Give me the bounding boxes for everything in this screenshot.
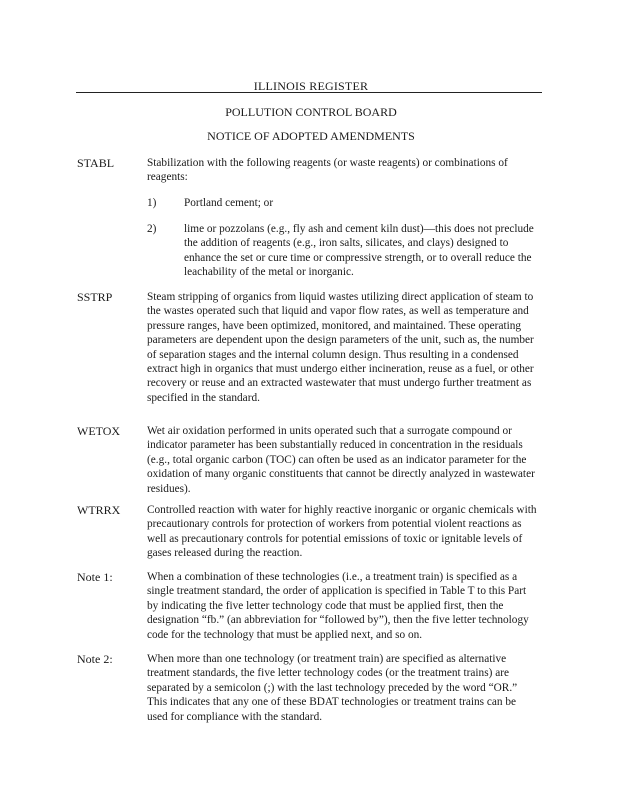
entry-text: When a combination of these technologies (i.e., a treatment train) is specified as a single treatment standard, the order of application is specified in Table T to this Part by indicating the five letter technology code that must be applied first, then the designation “fb.” (an abbreviation for “followed by”), then the five letter technology code for the technology that must be applied next, and so on. [147, 571, 529, 641]
entry-term: WTRRX [77, 503, 121, 517]
entry-term: Note 1: [77, 570, 113, 584]
notice-title: NOTICE OF ADOPTED AMENDMENTS [207, 129, 415, 143]
entry-term: Note 2: [77, 652, 113, 666]
list-item-number: 2) [147, 223, 157, 235]
register-title: ILLINOIS REGISTER [253, 79, 369, 93]
entry-text: Controlled reaction with water for highly reactive inorganic or organic chemicals with precautionary controls for protection of workers from potential violent reactions as well as precautionary controls for potential emissions of toxic or ignitable levels of gases released during the reaction. [147, 504, 537, 560]
entry-text: Steam stripping of organics from liquid wastes utilizing direct application of steam to the wastes operated such that liquid and vapor flow rates, as well as temperature and pressure ranges, have been optimized, monitored, and maintained. These operating parameters are dependent upon the design parameters of the unit, such as, the number of separation stages and the internal column design. Thus resulting in a condensed extract high in organics that must undergo either incineration, reuse as a fuel, or other recovery or reuse and an extracted wastewater that must undergo further treatment as specified in the standard. [147, 291, 534, 404]
list-item-number: 1) [147, 197, 157, 209]
entry-text: Wet air oxidation performed in units operated such that a surrogate compound or indicator parameter has been substantially reduced in concentration in the residuals (e.g., total organic carbon (TOC) can often be used as an indicator parameter for the oxidation of many organic constituents that cannot be directly analyzed in wastewater residues). [147, 425, 535, 495]
entry-term: WETOX [77, 424, 121, 438]
entry-term: STABL [77, 156, 115, 170]
list-item-text: Portland cement; or [184, 197, 274, 209]
header-rule [76, 92, 542, 93]
list-item-text: lime or pozzolans (e.g., fly ash and cement kiln dust)—this does not preclude the addition of reagents (e.g., iron salts, silicates, and clays) designed to enhance the set or cure time or compressive strength, or to overall reduce the leachability of the metal or inorganic. [184, 223, 534, 279]
entry-text: Stabilization with the following reagents (or waste reagents) or combinations of reagents: [147, 157, 508, 184]
entry-term: SSTRP [77, 290, 113, 304]
board-title: POLLUTION CONTROL BOARD [225, 105, 397, 119]
entry-text: When more than one technology (or treatment train) are specified as alternative treatment standards, the five letter technology codes (or the treatment trains) are separated by a semicolon (;) with the last technology preceded by the word “OR.” This indicates that any one of these BDAT technologies or treatment trains can be used for compliance with the standard. [147, 653, 518, 723]
